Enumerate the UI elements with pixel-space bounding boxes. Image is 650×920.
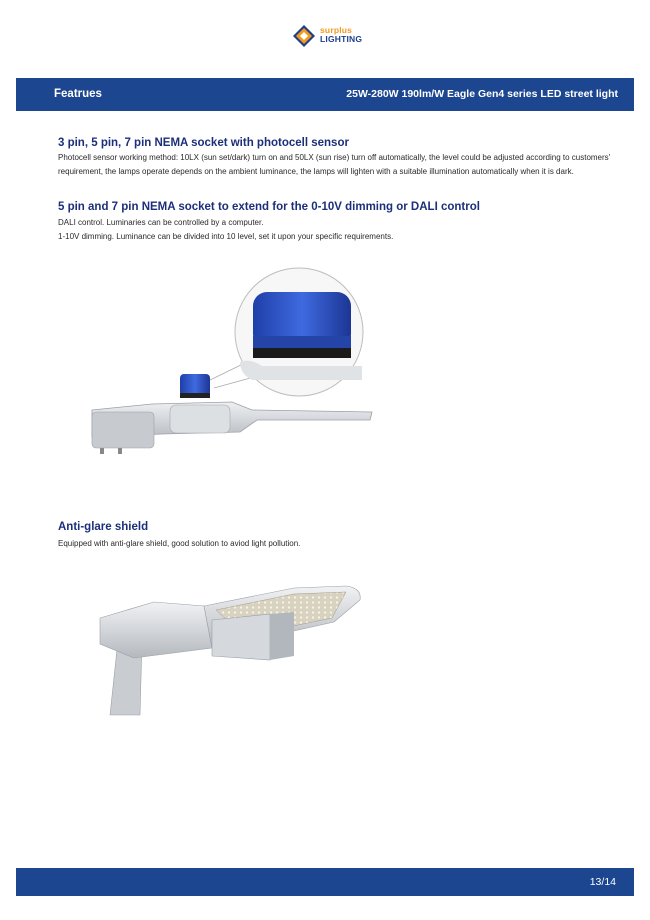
section-heading-photocell: 3 pin, 5 pin, 7 pin NEMA socket with photocell sensor: [58, 137, 349, 149]
section-label: Featrues: [54, 88, 102, 100]
product-title: 25W-280W 190lm/W Eagle Gen4 series LED street light: [346, 88, 618, 100]
section-text-dali: DALI control. Luminaries can be controlled by a computer.: [58, 218, 264, 227]
header-bar: [16, 78, 634, 111]
footer-bar: [16, 868, 634, 896]
section-text-antiglare: Equipped with anti-glare shield, good solution to aviod light pollution.: [58, 539, 301, 548]
section-heading-dimming: 5 pin and 7 pin NEMA socket to extend for the 0-10V dimming or DALI control: [58, 201, 480, 213]
page-number: 13/14: [589, 876, 616, 888]
brand-logo: [292, 24, 362, 48]
anti-glare-luminaire-image: [94, 580, 369, 720]
section-text-photocell: Photocell sensor working method: 10LX (sun set/dark) turn on and 50LX (sun rise) turn off automatically, the level could be adjusted according to customers' requirement, the lamps operate depends on the ambient luminance, the lamps will lighten with a suitable illumination automatically when it is dark.: [58, 153, 611, 176]
section-heading-antiglare: Anti-glare shield: [58, 521, 149, 533]
brand-wordmark: [320, 26, 362, 44]
section-text-dimming: 1-10V dimming. Luminance can be divided into 10 level, set it upon your specific requirements.: [58, 232, 394, 241]
brand-line2: LIGHTING: [320, 34, 363, 44]
brand-line1: surplus: [320, 25, 353, 35]
nema-socket-image: [82, 262, 382, 462]
logo-mark-icon: [292, 24, 316, 48]
